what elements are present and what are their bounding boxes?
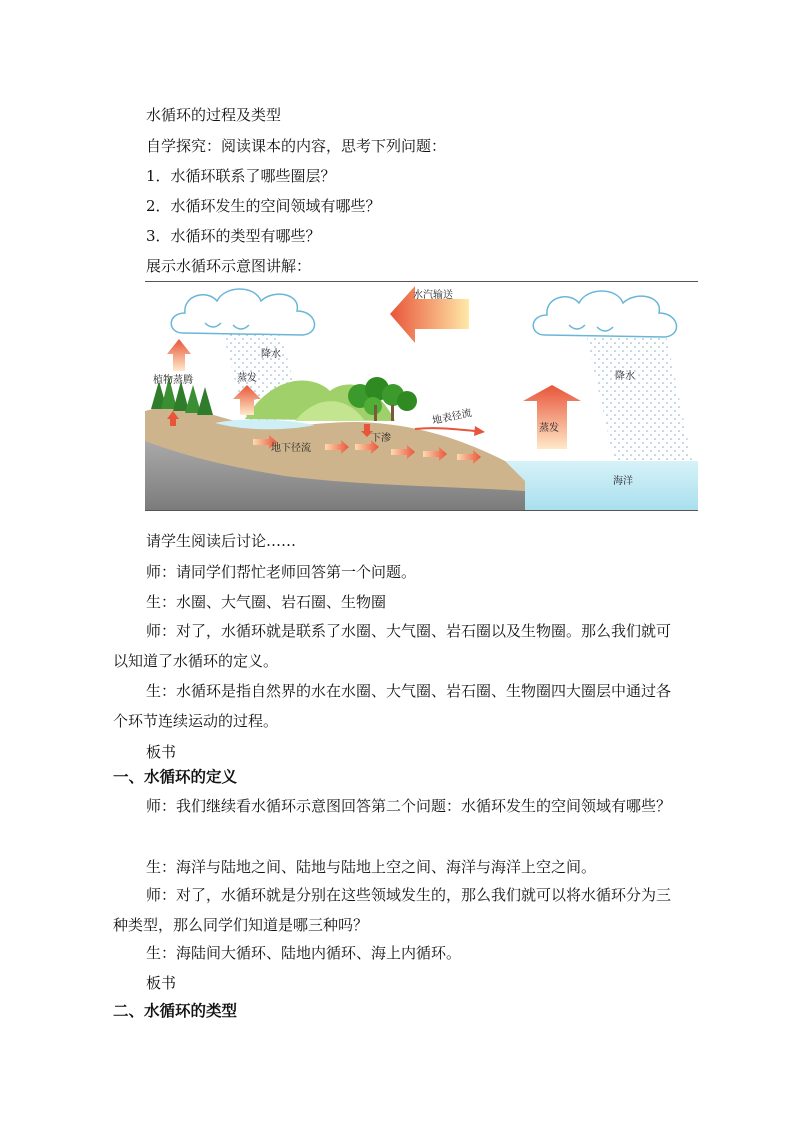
- heading-definition: 一、水循环的定义: [113, 768, 238, 786]
- transpiration-arrow-top: [167, 339, 191, 371]
- question-1: 1．水循环联系了哪些圈层？: [146, 167, 336, 185]
- label-surface-runoff: 地表径流: [431, 407, 473, 427]
- rain-right: [585, 329, 693, 466]
- ocean: [505, 461, 698, 511]
- water-cycle-diagram: [145, 281, 698, 511]
- label-evaporation-right: 蒸发: [539, 423, 559, 434]
- para-teacher-types: 师：对了，水循环就是分别在这些领域发生的，那么我们就可以将水循环分为三种类型，那么同学们知道是哪三种吗？: [113, 886, 672, 934]
- show-diagram-line: 展示水循环示意图讲解：: [146, 257, 312, 275]
- surface-runoff-arrow: [415, 428, 475, 431]
- cloud-left-icon: [171, 289, 314, 335]
- self-study-prompt: 自学探究：阅读课本的内容，思考下列问题：: [146, 137, 447, 155]
- label-vapor-transport: 水汽输送: [413, 290, 453, 301]
- label-groundwater-runoff: 地下径流: [271, 443, 311, 454]
- para-student-a2: 生：海洋与陆地之间、陆地与陆地上空之间、海洋与海洋上空之间。: [146, 858, 597, 876]
- para-teacher-definition: 师：对了，水循环就是联系了水圈、大气圈、岩石圈以及生物圈。那么我们就可以知道了水循环的定义。: [113, 622, 672, 670]
- board-note-1: 板书: [146, 743, 177, 761]
- para-teacher-q2: 师：我们继续看水循环示意图回答第二个问题：水循环发生的空间领域有哪些？: [146, 797, 672, 815]
- label-transpiration: 植物蒸腾: [153, 375, 193, 386]
- question-2: 2．水循环发生的空间领域有哪些？: [146, 197, 381, 215]
- question-3: 3．水循环的类型有哪些？: [146, 227, 321, 245]
- para-student-definition: 生：水循环是指自然界的水在水圈、大气圈、岩石圈、生物圈四大圈层中通过各个环节连续运动的过程。: [113, 682, 672, 730]
- heading-types: 二、水循环的类型: [113, 1002, 238, 1020]
- label-precipitation-left: 降水: [261, 349, 281, 360]
- para-teacher-q1: 师：请同学们帮忙老师回答第一个问题。: [146, 563, 417, 581]
- para-discuss: 请学生阅读后讨论……: [146, 532, 297, 550]
- evaporation-arrow-right: [523, 385, 581, 449]
- para-student-a1: 生：水圈、大气圈、岩石圈、生物圈: [146, 593, 387, 611]
- cloud-right-icon: [533, 291, 676, 337]
- board-note-2: 板书: [146, 974, 177, 992]
- label-precipitation-right: 降水: [615, 371, 635, 382]
- label-infiltration: 下渗: [371, 433, 391, 444]
- label-ocean: 海洋: [613, 476, 633, 487]
- para-student-types: 生：海陆间大循环、陆地内循环、海上内循环。: [146, 944, 462, 962]
- label-evaporation-left: 蒸发: [237, 373, 257, 384]
- section-title: 水循环的过程及类型: [146, 106, 282, 124]
